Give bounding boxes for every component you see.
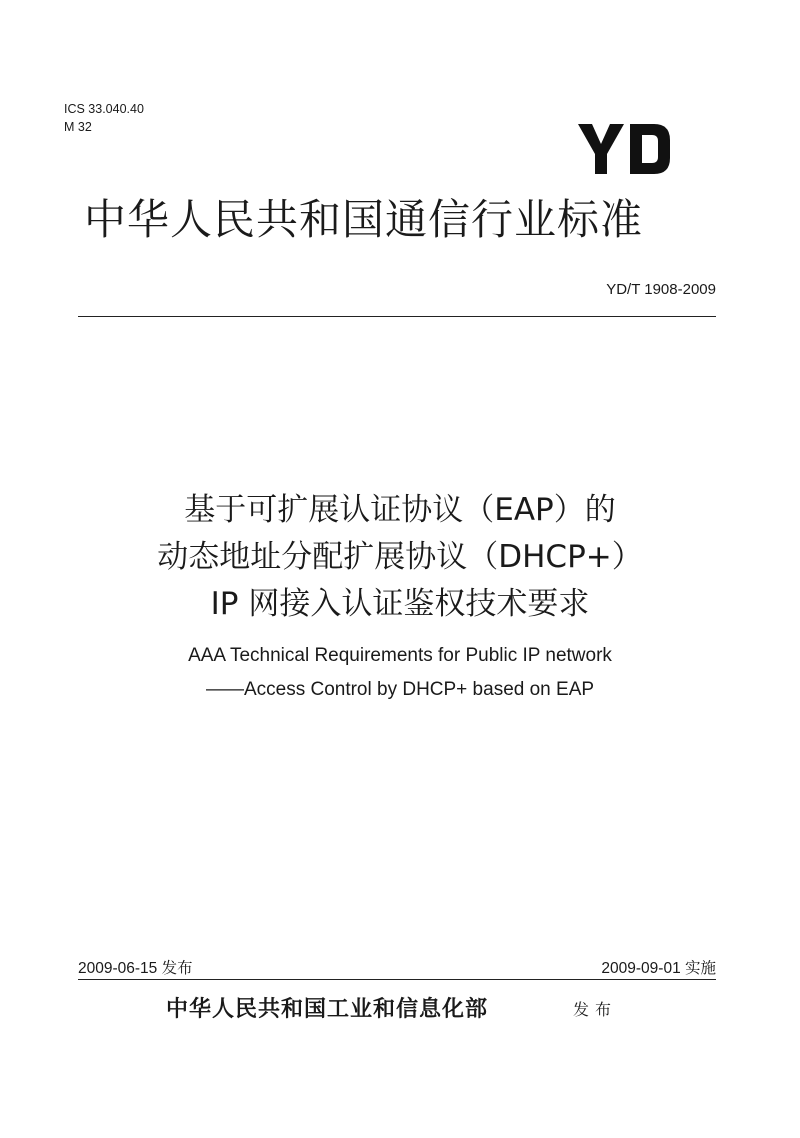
title-en-line-1: AAA Technical Requirements for Public IP network xyxy=(188,645,612,666)
footer-divider xyxy=(78,979,716,980)
org-title: 中华人民共和国通信行业标准 xyxy=(84,195,644,244)
title-cn-line-2: 动态地址分配扩展协议（DHCP+） xyxy=(157,539,643,575)
issue-date: 2009-06-15 发布 xyxy=(78,960,193,977)
title-cn-line-1: 基于可扩展认证协议（EAP）的 xyxy=(184,492,616,528)
title-en-line-2: ——Access Control by DHCP+ based on EAP xyxy=(205,679,595,700)
ics-code: ICS 33.040.40 xyxy=(64,102,144,116)
yd-logo xyxy=(574,116,674,176)
ccs-code: M 32 xyxy=(64,120,92,134)
issuing-ministry: 中华人民共和国工业和信息化部 xyxy=(166,996,489,1022)
implementation-date: 2009-09-01 实施 xyxy=(601,960,716,977)
publish-label: 发布 xyxy=(573,1000,618,1019)
classification-codes xyxy=(64,100,144,136)
standard-number: YD/T 1908-2009 xyxy=(606,281,716,298)
title-cn-line-3: IP 网接入认证鉴权技术要求 xyxy=(210,586,590,622)
header-divider xyxy=(78,316,716,317)
